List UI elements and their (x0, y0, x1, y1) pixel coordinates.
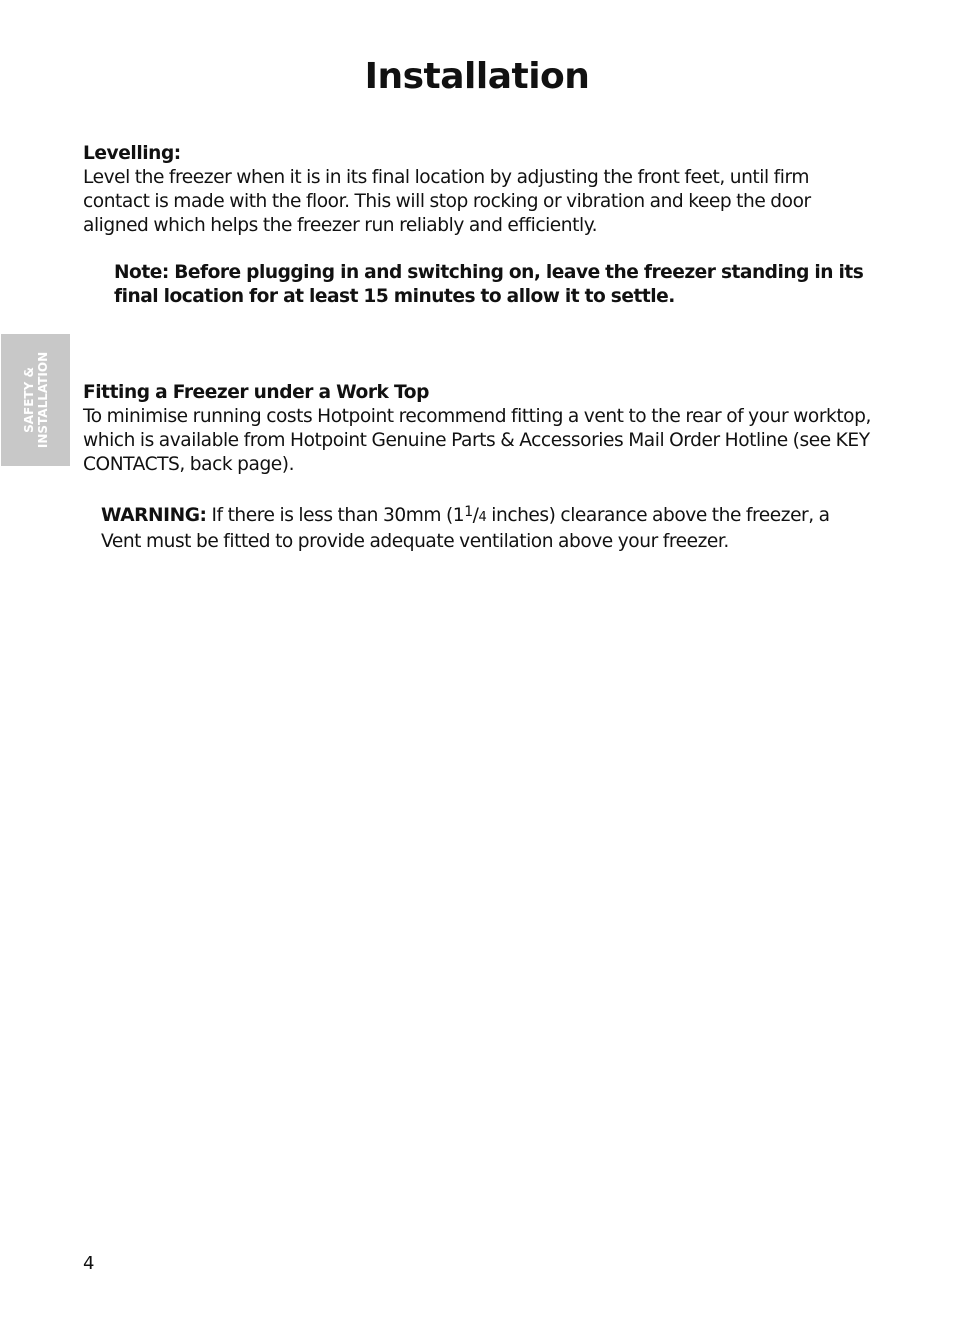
fitting-heading: Fitting a Freezer under a Work Top (83, 382, 429, 403)
fitting-body: To minimise running costs Hotpoint recommend fitting a vent to the rear of your worktop, which is available from Hotpoint Genuine Parts & Accessories Mail Order Hotline (see KEY CONTACTS, back page). (83, 406, 871, 475)
fitting-section (83, 381, 873, 477)
warning-text-before: If there is less than 30mm (1 (206, 505, 465, 526)
levelling-section (83, 142, 873, 238)
warning-text-after: inches) clearance above the freezer, a Vent must be fitted to provide adequate ventilation above your freezer. (101, 505, 830, 552)
page-number: 4 (83, 1253, 95, 1274)
levelling-heading: Levelling: (83, 143, 181, 164)
levelling-body: Level the freezer when it is in its final location by adjusting the front feet, until firm contact is made with the floor. This will stop rocking or vibration and keep the door aligned which helps the freezer run reliably and efficiently. (83, 167, 811, 236)
side-tab-line-1: SAFETY & (21, 367, 36, 433)
warning-paragraph (101, 500, 871, 554)
side-tab (1, 334, 70, 466)
fraction-numerator: 1 (464, 504, 473, 520)
side-tab-line-2: INSTALLATION (35, 351, 50, 449)
page-title: Installation (364, 56, 590, 97)
fraction-denominator: 4 (478, 510, 487, 525)
fraction-slash: / (472, 505, 479, 526)
side-tab-label (22, 352, 50, 448)
warning-label: WARNING: (101, 505, 207, 526)
settle-note: Note: Before plugging in and switching on, leave the freezer standing in its final location for at least 15 minutes to allow it to settle. (114, 262, 864, 307)
